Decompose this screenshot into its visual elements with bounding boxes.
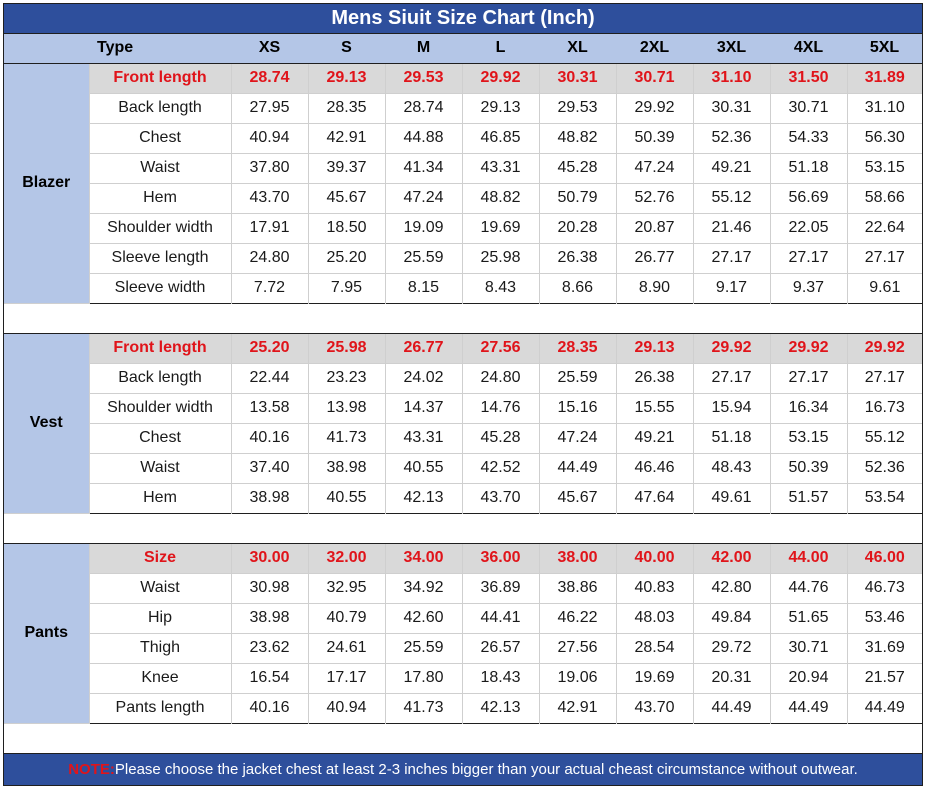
table-cell: 43.31: [385, 423, 462, 453]
measurement-label: Thigh: [89, 633, 231, 663]
table-cell: 34.00: [385, 543, 462, 573]
table-cell: 15.55: [616, 393, 693, 423]
table-cell: 25.59: [385, 243, 462, 273]
table-cell: 19.69: [616, 663, 693, 693]
table-cell: 27.17: [770, 363, 847, 393]
table-cell: 44.49: [693, 693, 770, 723]
section-label-pants: Pants: [4, 543, 89, 723]
table-cell: 32.00: [308, 543, 385, 573]
table-row: [4, 123, 922, 153]
table-cell: 52.36: [693, 123, 770, 153]
table-cell: 50.39: [616, 123, 693, 153]
table-cell: 42.13: [385, 483, 462, 513]
measurement-label: Knee: [89, 663, 231, 693]
size-header-m: M: [385, 33, 462, 63]
table-cell: 50.79: [539, 183, 616, 213]
table-row: [4, 273, 922, 303]
table-cell: 13.58: [231, 393, 308, 423]
section-spacer: [4, 303, 922, 333]
table-cell: 44.49: [864, 699, 905, 716]
table-cell: 40.94: [231, 123, 308, 153]
table-cell: 29.92: [770, 333, 847, 363]
table-cell: 25.59: [539, 363, 616, 393]
table-row: [4, 483, 922, 513]
table-cell: 48.03: [616, 603, 693, 633]
table-cell: 53.46: [847, 603, 922, 633]
measurement-label: Chest: [89, 123, 231, 153]
table-cell: 42.91: [308, 123, 385, 153]
table-cell: 42.52: [462, 453, 539, 483]
table-row: [4, 573, 922, 603]
table-row: [4, 183, 922, 213]
table-cell: 32.95: [308, 573, 385, 603]
table-row: [4, 543, 922, 573]
table-cell: 43.70: [462, 483, 539, 513]
note-row: [4, 753, 922, 785]
table-cell: 40.55: [385, 453, 462, 483]
table-cell: 56.69: [770, 183, 847, 213]
table-cell: 15.16: [539, 393, 616, 423]
section-spacer: [4, 723, 922, 753]
spacer-cell: [4, 513, 922, 543]
table-cell: 55.12: [847, 423, 922, 453]
table-cell: 7.95: [308, 273, 385, 303]
table-cell: 56.30: [847, 123, 922, 153]
table-cell: 28.35: [539, 333, 616, 363]
table-row: [4, 693, 922, 723]
table-cell: 38.98: [231, 603, 308, 633]
note: [4, 753, 922, 785]
table-cell: 51.18: [770, 153, 847, 183]
table-cell: 26.77: [385, 333, 462, 363]
size-header-4xl: 4XL: [770, 33, 847, 63]
table-cell: 28.74: [231, 63, 308, 93]
table-cell: 23.23: [308, 363, 385, 393]
table-cell: 20.87: [616, 213, 693, 243]
table-cell: 49.84: [693, 603, 770, 633]
table-cell: 29.92: [693, 333, 770, 363]
table-cell: 14.76: [462, 393, 539, 423]
table-row: [4, 213, 922, 243]
table-cell: 43.70: [231, 183, 308, 213]
size-header-l: L: [462, 33, 539, 63]
table-cell: 16.34: [770, 393, 847, 423]
table-cell: 34.92: [385, 573, 462, 603]
table-cell: 38.00: [539, 543, 616, 573]
section-label-vest: Vest: [4, 333, 89, 513]
table-cell: 27.17: [847, 363, 922, 393]
measurement-label: Front length: [89, 63, 231, 93]
table-cell: 37.80: [231, 153, 308, 183]
table-cell: 25.20: [308, 243, 385, 273]
table-cell: 26.57: [462, 633, 539, 663]
table-cell: 37.40: [231, 453, 308, 483]
table-cell: 46.00: [847, 543, 922, 573]
table-cell: 22.44: [231, 363, 308, 393]
table-cell: 9.61: [869, 279, 901, 296]
table-cell: 27.17: [693, 363, 770, 393]
table-cell: 40.83: [616, 573, 693, 603]
table-cell: 30.31: [693, 93, 770, 123]
table-cell: 19.06: [539, 663, 616, 693]
table-cell: 27.17: [693, 243, 770, 273]
table-cell: 55.12: [693, 183, 770, 213]
table-cell: 27.17: [770, 243, 847, 273]
measurement-label: Shoulder width: [89, 213, 231, 243]
table-cell: 31.10: [693, 63, 770, 93]
table-cell: 9.17: [693, 273, 770, 303]
table-cell: 14.37: [385, 393, 462, 423]
size-header-xs: XS: [231, 33, 308, 63]
table-cell: 31.50: [770, 63, 847, 93]
table-cell: 30.71: [616, 63, 693, 93]
table-cell: 17.80: [385, 663, 462, 693]
measurement-label: Waist: [89, 153, 231, 183]
table-row: [4, 393, 922, 423]
table-cell: 53.15: [770, 423, 847, 453]
table-cell: 7.72: [231, 273, 308, 303]
note-text: Please choose the jacket chest at least 2-3 inches bigger than your actual cheast circumstance without outwear.: [114, 760, 858, 778]
measurement-label: Back length: [89, 363, 231, 393]
table-cell: 27.17: [847, 243, 922, 273]
size-chart: [3, 3, 923, 786]
section-label-blazer: Blazer: [4, 63, 89, 303]
table-cell: 20.31: [693, 663, 770, 693]
table-cell: 30.71: [770, 93, 847, 123]
table-cell: 38.98: [308, 453, 385, 483]
table-cell: 30.00: [231, 543, 308, 573]
table-row: [4, 333, 922, 363]
table-cell: 15.94: [693, 393, 770, 423]
measurement-label: Sleeve length: [89, 243, 231, 273]
table-cell: 45.67: [539, 483, 616, 513]
table-cell: 26.38: [539, 243, 616, 273]
table-cell: 48.82: [539, 123, 616, 153]
table-cell: 27.56: [462, 333, 539, 363]
table-cell: 53.15: [847, 153, 922, 183]
table-cell: 18.50: [308, 213, 385, 243]
table-cell: 28.35: [308, 93, 385, 123]
measurement-label: Hem: [89, 483, 231, 513]
table-cell: 16.54: [231, 663, 308, 693]
table-cell: 38.98: [231, 483, 308, 513]
table-cell: 29.92: [462, 63, 539, 93]
table-cell: 42.00: [693, 543, 770, 573]
table-cell: 20.28: [539, 213, 616, 243]
table-row: [4, 423, 922, 453]
table-cell: 44.49: [770, 693, 847, 723]
table-cell: 42.13: [462, 693, 539, 723]
table-cell: 13.98: [308, 393, 385, 423]
table-cell: 30.71: [770, 633, 847, 663]
table-cell: 44.88: [385, 123, 462, 153]
table-cell: 8.90: [616, 273, 693, 303]
table-cell: 8.15: [385, 273, 462, 303]
table-cell: 9.37: [770, 273, 847, 303]
measurement-label: Sleeve width: [89, 273, 231, 303]
measurement-label: Waist: [89, 453, 231, 483]
table-cell: 8.66: [539, 273, 616, 303]
table-cell: 40.79: [308, 603, 385, 633]
table-cell: 19.09: [385, 213, 462, 243]
table-cell: 51.65: [770, 603, 847, 633]
spacer-cell: [4, 723, 922, 753]
table-cell: 25.98: [308, 333, 385, 363]
table-cell: 29.13: [616, 333, 693, 363]
table-cell: 24.61: [308, 633, 385, 663]
table-cell: 8.43: [462, 273, 539, 303]
size-header-s: S: [308, 33, 385, 63]
table-cell: 21.57: [847, 663, 922, 693]
table-cell: 39.37: [308, 153, 385, 183]
table-cell: 43.31: [462, 153, 539, 183]
table-row: [4, 93, 922, 123]
table-cell: 24.02: [385, 363, 462, 393]
table-row: [4, 243, 922, 273]
table-cell: 30.31: [539, 63, 616, 93]
table-cell: 29.53: [385, 63, 462, 93]
table-cell: 44.41: [462, 603, 539, 633]
table-cell: 27.95: [231, 93, 308, 123]
size-header-2xl: 2XL: [616, 33, 693, 63]
table-cell: 20.94: [770, 663, 847, 693]
table-cell: 16.73: [847, 393, 922, 423]
table-cell: 22.05: [770, 213, 847, 243]
table-cell: 45.28: [539, 153, 616, 183]
table-cell: 25.20: [231, 333, 308, 363]
table-cell: 28.74: [385, 93, 462, 123]
table-cell: 40.16: [231, 423, 308, 453]
table-cell: 49.21: [693, 153, 770, 183]
table-cell: 47.24: [539, 423, 616, 453]
table-cell: 54.33: [770, 123, 847, 153]
table-cell: 36.89: [462, 573, 539, 603]
table-cell: 31.10: [847, 93, 922, 123]
table-cell: 28.54: [616, 633, 693, 663]
table-cell: 22.64: [847, 213, 922, 243]
table-cell: 41.73: [385, 693, 462, 723]
measurement-label: Shoulder width: [89, 393, 231, 423]
size-chart-table: [4, 4, 922, 785]
table-cell: 49.21: [616, 423, 693, 453]
table-cell: 44.49: [539, 453, 616, 483]
table-cell: 46.85: [462, 123, 539, 153]
table-row: [4, 63, 922, 93]
type-header: Type: [4, 33, 231, 63]
table-cell: 26.38: [616, 363, 693, 393]
table-cell: 24.80: [231, 243, 308, 273]
measurement-label: Hem: [89, 183, 231, 213]
table-cell: 46.46: [616, 453, 693, 483]
table-row: [4, 603, 922, 633]
table-cell: 46.22: [539, 603, 616, 633]
table-cell: 29.53: [539, 93, 616, 123]
table-cell: 23.62: [231, 633, 308, 663]
table-cell: 48.82: [462, 183, 539, 213]
table-cell: 29.72: [693, 633, 770, 663]
table-cell: 31.69: [847, 633, 922, 663]
table-cell: 17.17: [308, 663, 385, 693]
table-cell: 40.55: [308, 483, 385, 513]
table-cell: 17.91: [231, 213, 308, 243]
note-label: NOTE:: [68, 760, 115, 778]
chart-title: Mens Siuit Size Chart (Inch): [4, 4, 922, 33]
size-header-xl: XL: [539, 33, 616, 63]
table-cell: 42.60: [385, 603, 462, 633]
table-cell: 51.57: [770, 483, 847, 513]
measurement-label: Waist: [89, 573, 231, 603]
table-cell: 45.67: [308, 183, 385, 213]
table-cell: 52.76: [616, 183, 693, 213]
table-cell: 42.80: [693, 573, 770, 603]
table-cell: 40.94: [308, 693, 385, 723]
table-cell: 52.36: [847, 453, 922, 483]
table-cell: 25.59: [385, 633, 462, 663]
size-header-5xl: 5XL: [847, 33, 922, 63]
measurement-label: Hip: [89, 603, 231, 633]
table-cell: 18.43: [462, 663, 539, 693]
section-spacer: [4, 513, 922, 543]
table-cell: 44.76: [770, 573, 847, 603]
table-cell: 27.56: [539, 633, 616, 663]
table-cell: 47.24: [616, 153, 693, 183]
table-row: [4, 663, 922, 693]
table-cell: 46.73: [847, 573, 922, 603]
table-cell: 36.00: [462, 543, 539, 573]
header-row: [4, 33, 922, 63]
table-cell: 41.34: [385, 153, 462, 183]
table-cell: 43.70: [616, 693, 693, 723]
table-cell: 25.98: [462, 243, 539, 273]
table-cell: 40.00: [616, 543, 693, 573]
measurement-label: Back length: [89, 93, 231, 123]
table-row: [4, 453, 922, 483]
table-cell: 21.46: [693, 213, 770, 243]
table-cell: 44.00: [770, 543, 847, 573]
table-cell: 30.98: [231, 573, 308, 603]
size-header-3xl: 3XL: [693, 33, 770, 63]
table-cell: 45.28: [462, 423, 539, 453]
table-cell: 51.18: [693, 423, 770, 453]
measurement-label: Front length: [89, 333, 231, 363]
table-cell: 31.89: [847, 63, 922, 93]
measurement-label: Pants length: [89, 693, 231, 723]
measurement-label: Chest: [89, 423, 231, 453]
table-cell: 29.13: [308, 63, 385, 93]
table-row: [4, 153, 922, 183]
title-row: [4, 4, 922, 33]
spacer-cell: [4, 303, 922, 333]
table-cell: 29.13: [462, 93, 539, 123]
table-cell: 42.91: [539, 693, 616, 723]
table-row: [4, 363, 922, 393]
table-cell: 29.92: [616, 93, 693, 123]
measurement-label: Size: [89, 543, 231, 573]
table-cell: 26.77: [616, 243, 693, 273]
table-cell: 53.54: [864, 489, 905, 506]
table-cell: 24.80: [462, 363, 539, 393]
table-row: [4, 633, 922, 663]
table-cell: 29.92: [847, 333, 922, 363]
table-cell: 58.66: [847, 183, 922, 213]
table-cell: 47.64: [616, 483, 693, 513]
table-cell: 40.16: [231, 693, 308, 723]
table-cell: 47.24: [385, 183, 462, 213]
table-cell: 38.86: [539, 573, 616, 603]
table-cell: 41.73: [308, 423, 385, 453]
table-cell: 50.39: [770, 453, 847, 483]
table-cell: 19.69: [462, 213, 539, 243]
table-cell: 49.61: [693, 483, 770, 513]
table-cell: 48.43: [693, 453, 770, 483]
